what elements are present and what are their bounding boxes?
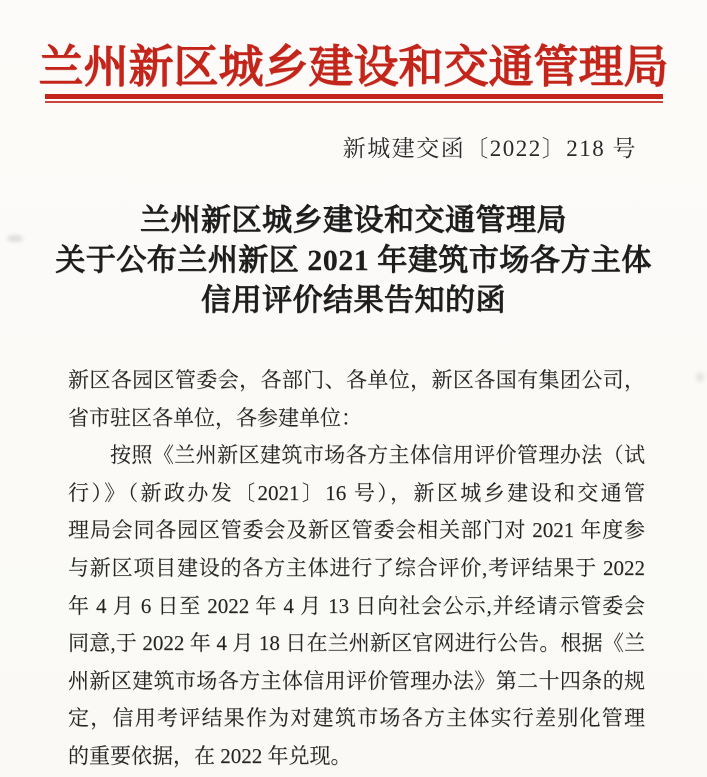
- document-title-line-3: 信用评价结果告知的函: [201, 284, 506, 317]
- document-number: 新城建交函〔2022〕218 号: [342, 136, 637, 161]
- letterhead-agency-title: 兰州新区城乡建设和交通管理局: [38, 42, 669, 92]
- body-line: 定，信用考评结果作为对建筑市场各方主体实行差别化管理: [68, 706, 645, 731]
- body-line-salutation-end: 省市驻区各单位，各参建单位：: [68, 405, 362, 430]
- body-line: 理局会同各园区管委会及新区管委会相关部门对 2021 年度参: [68, 518, 645, 543]
- scan-smudge-right: [696, 372, 704, 382]
- body-line: 新区各园区管委会，各部门、各单位，新区各国有集团公司，: [68, 368, 645, 392]
- body-line-paragraph-start: 按照《兰州新区建筑市场各方主体信用评价管理办法（试: [110, 443, 645, 468]
- scan-smudge-left: [7, 235, 23, 242]
- body-line: 行）》（新政办发〔2021〕16 号），新区城乡建设和交通管: [68, 480, 645, 505]
- body-line-paragraph-end: 的重要依据，在 2022 年兑现。: [68, 743, 352, 768]
- body-line: 同意,于 2022 年 4 月 18 日在兰州新区官网进行公告。根据《兰: [68, 631, 645, 656]
- document-title-line-1: 兰州新区城乡建设和交通管理局: [140, 204, 567, 237]
- letterhead-divider: [45, 94, 663, 103]
- document-body: [68, 362, 645, 776]
- document-title: [0, 201, 707, 321]
- body-line: 州新区建筑市场各方主体信用评价管理办法》第二十四条的规: [68, 668, 645, 693]
- body-line: 与新区项目建设的各方主体进行了综合评价,考评结果于 2022: [68, 555, 645, 580]
- divider-thick-rule: [45, 94, 663, 99]
- body-line: 年 4 月 6 日至 2022 年 4 月 13 日向社会公示,并经请示管委会: [68, 593, 645, 618]
- divider-thin-rule: [45, 101, 663, 103]
- document-title-line-2: 关于公布兰州新区 2021 年建筑市场各方主体: [55, 244, 652, 277]
